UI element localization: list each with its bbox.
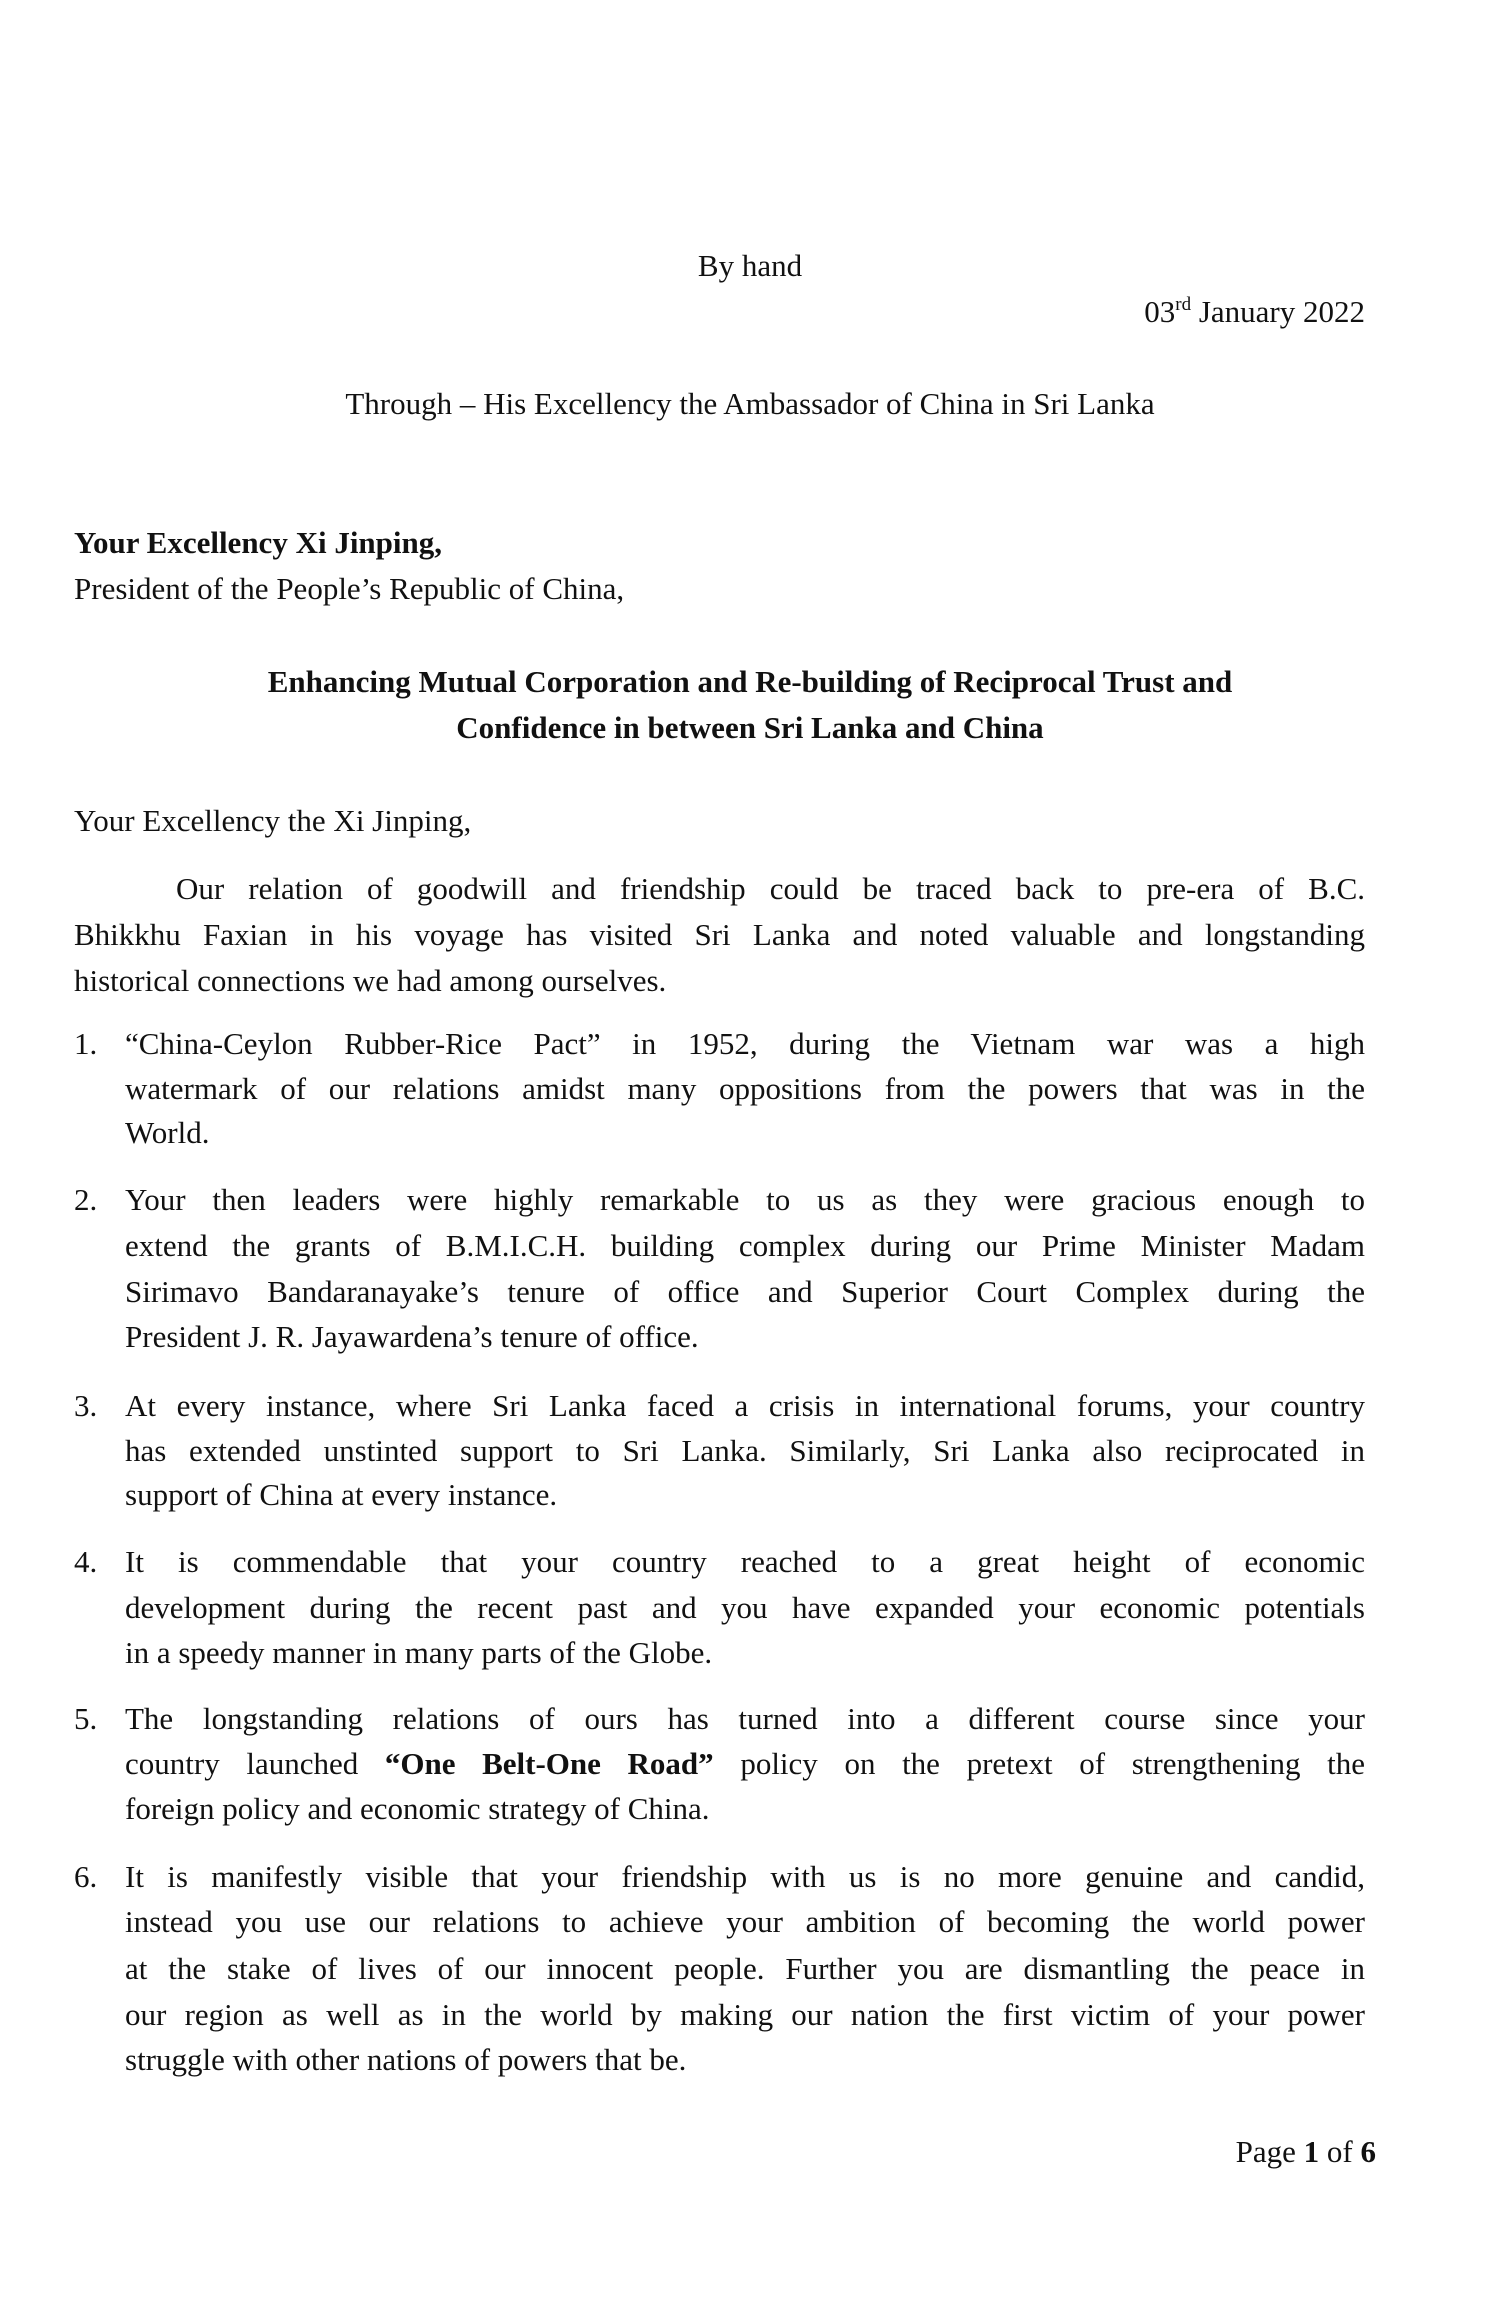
item-6-line-3: at the stake of lives of our innocent people. Further you are dismantling the peace in bbox=[125, 1951, 1365, 1986]
date-day: 03 bbox=[1144, 294, 1176, 329]
through-line: Through – His Excellency the Ambassador of China in Sri Lanka bbox=[345, 386, 1155, 421]
subject-line-1: Enhancing Mutual Corporation and Re-building of Reciprocal Trust and bbox=[267, 664, 1233, 699]
item-4-line-1: It is commendable that your country reached to a great height of economic bbox=[125, 1544, 1365, 1579]
item-1-line-2: watermark of our relations amidst many oppositions from the powers that was in the bbox=[125, 1071, 1365, 1106]
list-number-4: 4. bbox=[74, 1544, 98, 1579]
item-5-line-2 bbox=[125, 1744, 1365, 1784]
item-2-line-2: extend the grants of B.M.I.C.H. building complex during our Prime Minister Madam bbox=[125, 1228, 1365, 1263]
salutation: Your Excellency the Xi Jinping, bbox=[74, 803, 472, 838]
item-5-line-2-before: country launched bbox=[125, 1746, 385, 1781]
item-1-line-3: World. bbox=[125, 1115, 210, 1150]
item-3-line-2: has extended unstinted support to Sri Lanka. Similarly, Sri Lanka also reciprocated in bbox=[125, 1433, 1365, 1468]
one-belt-one-road-emphasis: “One Belt-One Road” bbox=[384, 1746, 714, 1781]
item-2-line-4: President J. R. Jayawardena’s tenure of office. bbox=[125, 1319, 699, 1354]
item-4-line-3: in a speedy manner in many parts of the Globe. bbox=[125, 1635, 713, 1670]
current-page: 1 bbox=[1303, 2134, 1320, 2169]
page-label: Page bbox=[1235, 2134, 1296, 2169]
total-pages: 6 bbox=[1360, 2134, 1376, 2169]
of-label: of bbox=[1326, 2134, 1353, 2169]
page-number bbox=[1236, 2132, 1376, 2172]
list-number-2: 2. bbox=[74, 1182, 98, 1217]
item-2-line-3: Sirimavo Bandaranayake’s tenure of office and Superior Court Complex during the bbox=[125, 1274, 1365, 1309]
list-number-5: 5. bbox=[74, 1701, 98, 1736]
addressee-title: President of the People’s Republic of China, bbox=[74, 571, 625, 606]
letter-date bbox=[1144, 292, 1365, 332]
intro-line-3: historical connections we had among ourselves. bbox=[74, 963, 667, 998]
item-1-line-1: “China-Ceylon Rubber-Rice Pact” in 1952, during the Vietnam war was a high bbox=[125, 1026, 1365, 1061]
list-number-3: 3. bbox=[74, 1388, 98, 1423]
intro-line-2: Bhikkhu Faxian in his voyage has visited Sri Lanka and noted valuable and longstanding bbox=[74, 917, 1365, 952]
item-3-line-3: support of China at every instance. bbox=[125, 1477, 558, 1512]
item-5-line-3: foreign policy and economic strategy of China. bbox=[125, 1791, 710, 1826]
date-rest: January 2022 bbox=[1191, 294, 1365, 329]
date-suffix: rd bbox=[1175, 294, 1192, 315]
list-number-1: 1. bbox=[74, 1026, 98, 1061]
item-5-line-2-after: policy on the pretext of strengthening the bbox=[713, 1746, 1365, 1781]
item-6-line-1: It is manifestly visible that your friendship with us is no more genuine and candid, bbox=[125, 1859, 1365, 1894]
list-number-6: 6. bbox=[74, 1859, 98, 1894]
delivery-note: By hand bbox=[697, 248, 803, 283]
item-3-line-1: At every instance, where Sri Lanka faced a crisis in international forums, your country bbox=[125, 1388, 1365, 1423]
subject-line-2: Confidence in between Sri Lanka and China bbox=[456, 710, 1044, 745]
addressee-name: Your Excellency Xi Jinping, bbox=[74, 525, 443, 560]
intro-line-1: Our relation of goodwill and friendship could be traced back to pre-era of B.C. bbox=[176, 871, 1365, 906]
item-6-line-4: our region as well as in the world by making our nation the first victim of your power bbox=[125, 1997, 1365, 2032]
item-6-line-5: struggle with other nations of powers that be. bbox=[125, 2042, 687, 2077]
item-2-line-1: Your then leaders were highly remarkable to us as they were gracious enough to bbox=[125, 1182, 1365, 1217]
item-5-line-1: The longstanding relations of ours has turned into a different course since your bbox=[125, 1701, 1365, 1736]
item-4-line-2: development during the recent past and you have expanded your economic potentials bbox=[125, 1590, 1365, 1625]
item-6-line-2: instead you use our relations to achieve your ambition of becoming the world power bbox=[125, 1904, 1365, 1939]
